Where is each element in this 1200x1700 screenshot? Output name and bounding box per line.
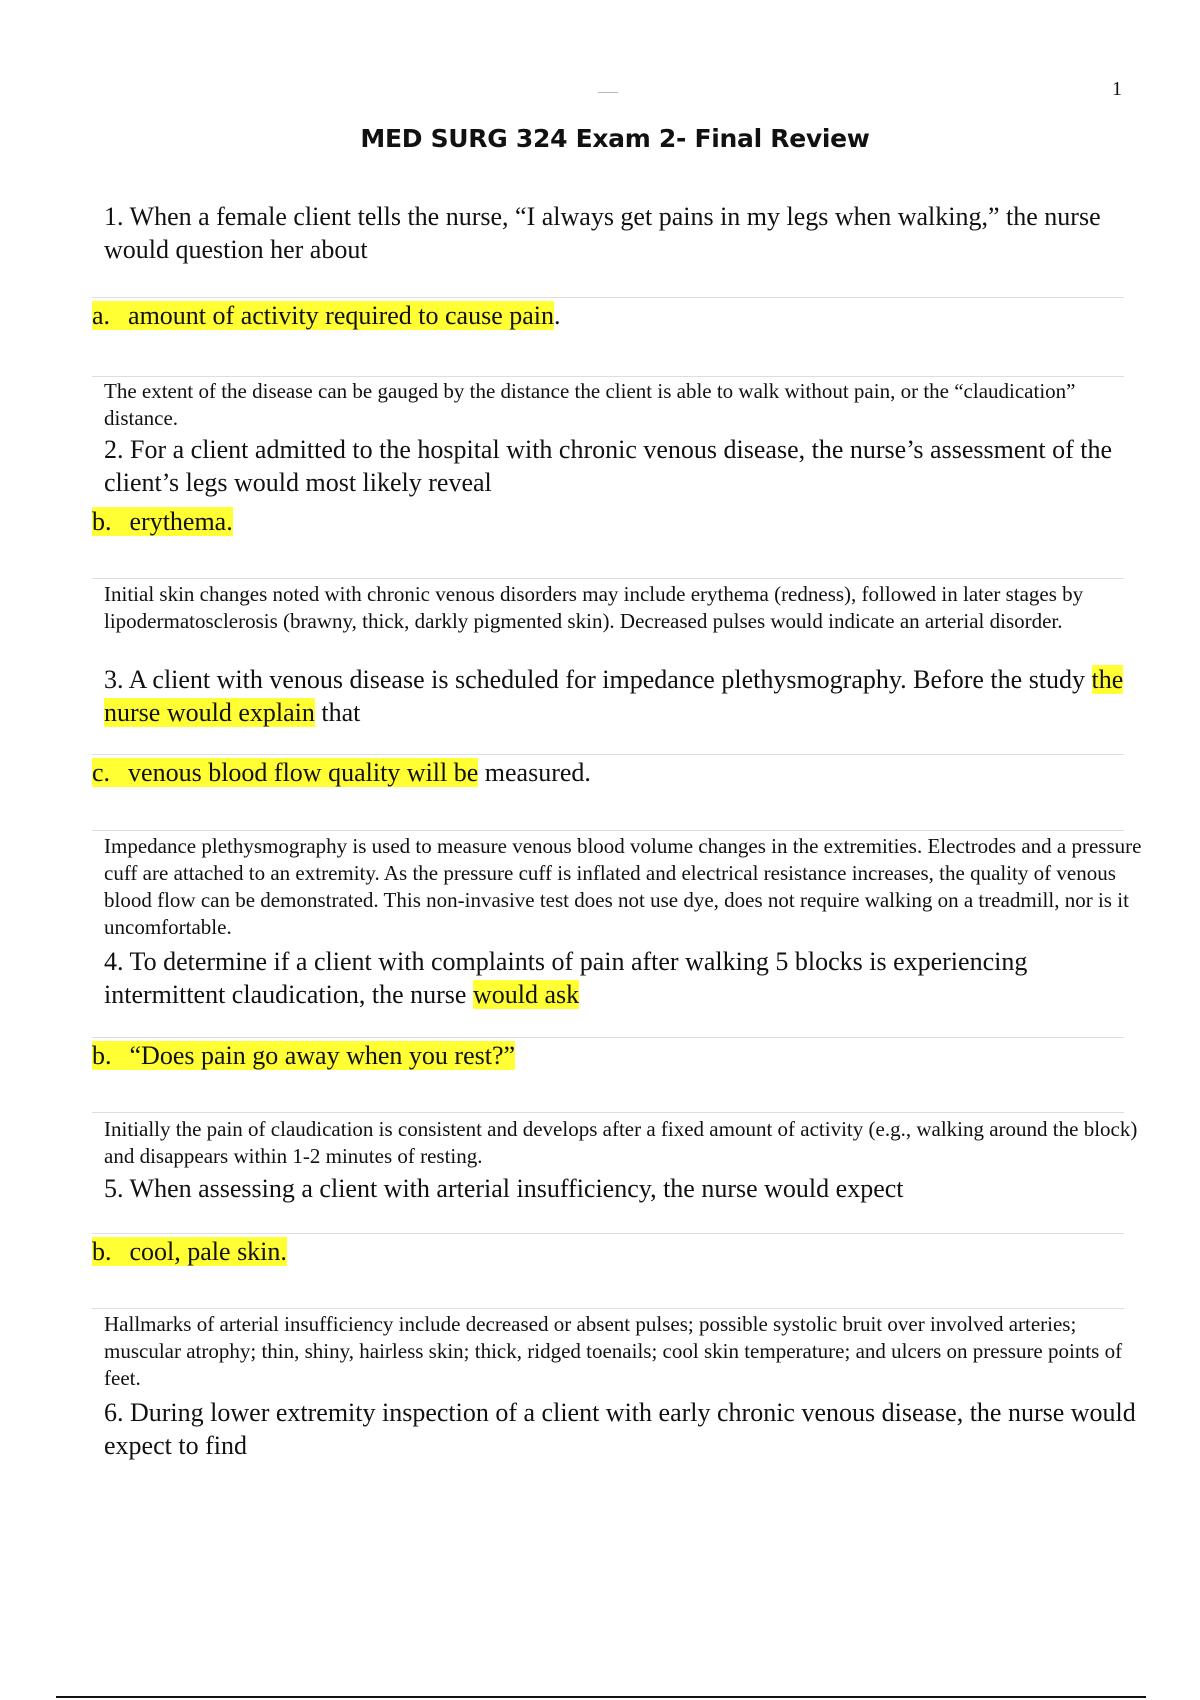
question-text: 4. To determine if a client with complaints of pain after walking 5 blocks is experiencing intermittent claudication, the nurse [104,947,1028,1009]
answer-3 [92,756,591,789]
answer-letter: b. [92,507,112,536]
answer-text: cool, pale skin. [129,1237,287,1266]
answer-text-rest: . [554,301,561,330]
answer-1 [92,299,561,332]
answer-letter: b. [92,1041,112,1070]
divider-5a [92,1233,1124,1234]
answer-5 [92,1235,287,1268]
document-title: MED SURG 324 Exam 2- Final Review [360,124,870,153]
question-text: 3. A client with venous disease is scheduled for impedance plethysmography. Before the study [104,665,1092,694]
question-6: 6. During lower extremity inspection of a client with early chronic venous disease, the nurse would expect to find [104,1398,1136,1460]
page-number: 1 [1112,78,1122,100]
answer-2 [92,505,233,538]
rationale-3: Impedance plethysmography is used to measure venous blood volume changes in the extremities. Electrodes and a pressure cuff are attached to an extremity. As the pressure cuff is inflated and electrical resistance increases, the quality of venous blood flow can be demonstrated. This non-invasive test does not use dye, does not require walking on a treadmill, nor is it uncomfortable. [104,834,1142,939]
question-4 [104,945,1144,1011]
question-text-end: that [314,698,361,727]
divider-3a [92,754,1124,755]
rationale-1: The extent of the disease can be gauged by the distance the client is able to walk without pain, or the “claudication” distance. [104,379,1076,430]
rationale-2: Initial skin changes noted with chronic venous disorders may include erythema (redness), followed in later stages by lipodermatosclerosis (brawny, thick, darkly pigmented skin). Decreased pulses would indicate an arterial disorder. [104,582,1084,633]
answer-text: “Does pain go away when you rest?” [129,1041,516,1070]
answer-text: venous blood flow quality will be [128,758,479,787]
question-3 [104,663,1144,729]
answer-letter: c. [92,758,111,787]
divider-1a [92,297,1124,298]
answer-4 [92,1039,515,1072]
divider-4b [92,1112,1124,1113]
divider-2 [92,578,1124,579]
answer-text: erythema. [129,507,233,536]
divider-3b [92,830,1124,831]
divider-1b [92,376,1124,377]
answer-letter: b. [92,1237,112,1266]
answer-text: amount of activity required to cause pain [128,301,555,330]
divider-5b [92,1308,1124,1309]
question-highlight: would ask [472,980,580,1009]
answer-text-rest: measured. [478,758,591,787]
rationale-5: Hallmarks of arterial insufficiency include decreased or absent pulses; possible systolic bruit over involved arteries; muscular atrophy; thin, shiny, hairless skin; thick, ridged toenails; cool skin temperature; and ulcers on pressure points of feet. [104,1312,1123,1390]
rationale-4: Initially the pain of claudication is consistent and develops after a fixed amount of activity (e.g., walking around the block) and disappears within 1-2 minutes of resting. [104,1117,1138,1168]
divider-4a [92,1037,1124,1038]
bottom-rule [56,1696,1146,1698]
question-5: 5. When assessing a client with arterial insufficiency, the nurse would expect [104,1174,904,1203]
answer-letter: a. [92,301,111,330]
question-1: 1. When a female client tells the nurse, “I always get pains in my legs when walking,” the nurse would question her about [104,202,1101,264]
question-2: 2. For a client admitted to the hospital with chronic venous disease, the nurse’s assessment of the client’s legs would most likely reveal [104,435,1113,497]
header-mark [598,92,618,93]
question-highlight: the nurse would explain [104,665,1124,727]
